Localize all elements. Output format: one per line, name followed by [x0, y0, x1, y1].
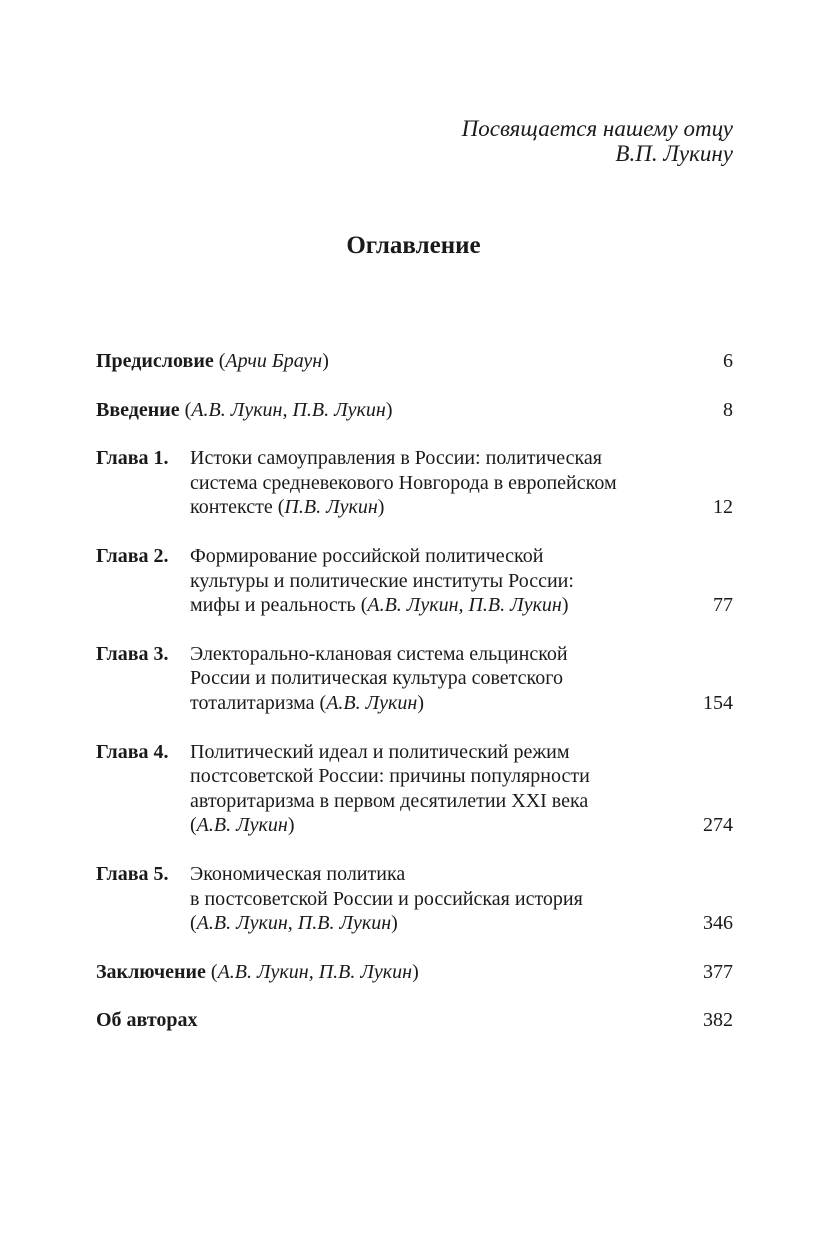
chapter-title: Экономическая политика в постсоветской России и российская история (А.В. Лукин, П.В. Лукин): [190, 862, 733, 936]
toc-entry-label: Заключение: [96, 960, 206, 983]
chapter-title-line: Политический идеал и политический режим: [190, 740, 570, 763]
toc-entry-about-authors[interactable]: [96, 1008, 733, 1033]
chapter-title: Электорально-клановая система ельцинской России и политическая культура советского тоталитаризма (А.В. Лукин): [190, 642, 733, 716]
toc-page-number: 154: [703, 691, 733, 714]
toc-entry-intro[interactable]: Введение (А.В. Лукин, П.В. Лукин) 8: [96, 398, 733, 421]
chapter-title-line: контексте: [190, 496, 273, 519]
chapter-authors: А.В. Лукин: [326, 691, 418, 714]
toc-entry-chapter-2[interactable]: [96, 544, 733, 618]
chapter-title-line: система средневекового Новгорода в европейском: [190, 471, 617, 494]
chapter-title-line: мифы и реальность: [190, 594, 356, 617]
chapter-authors: А.В. Лукин, П.В. Лукин: [367, 594, 562, 617]
chapter-title-line: постсоветской России: причины популярности: [190, 765, 590, 788]
chapter-title-line: в постсоветской России и российская история: [190, 887, 583, 910]
chapter-title: Политический идеал и политический режим постсоветской России: причины популярности авторитаризма в первом десятилетии XXI века (А.В. Лукин): [190, 740, 733, 838]
chapter-label: Глава 3.: [96, 642, 169, 665]
dedication-line-1: Посвящается нашему отцу: [461, 116, 733, 141]
chapter-title-line: Истоки самоуправления в России: политическая: [190, 447, 602, 470]
chapter-title-line: России и политическая культура советского: [190, 667, 563, 690]
toc-entry-conclusion[interactable]: Заключение (А.В. Лукин, П.В. Лукин) 377: [96, 960, 733, 983]
toc-entry-chapter-4[interactable]: [96, 740, 733, 838]
toc-page-number: 12: [713, 496, 733, 519]
chapter-title-line: культуры и политические институты России:: [190, 569, 574, 592]
toc-entry-chapter-3[interactable]: [96, 642, 733, 716]
toc-page-number: 8: [723, 398, 733, 421]
toc-page-number: 382: [703, 1009, 733, 1032]
toc-entry-label: Об авторах: [96, 1009, 198, 1032]
toc-page-number: 6: [723, 350, 733, 372]
chapter-title-line: Экономическая политика: [190, 862, 406, 885]
chapter-title-line: Электорально-клановая система ельцинской: [190, 642, 568, 665]
chapter-authors: А.В. Лукин, П.В. Лукин: [196, 912, 392, 935]
chapter-title-line: авторитаризма в первом десятилетии XXI века: [190, 789, 589, 812]
chapter-authors: П.В. Лукин: [284, 496, 378, 519]
table-of-contents: [96, 349, 733, 1033]
toc-page-number: 274: [703, 814, 733, 837]
toc-entry-authors: А.В. Лукин, П.В. Лукин: [217, 960, 413, 983]
toc-entry-chapter-1[interactable]: [96, 446, 733, 520]
dedication-line-2: В.П. Лукину: [615, 141, 733, 166]
chapter-label: Глава 1.: [96, 447, 169, 470]
toc-page-number: 346: [703, 912, 733, 935]
chapter-title-line: Формирование российской политической: [190, 544, 544, 567]
toc-page-number: 377: [703, 960, 733, 983]
toc-entry-preface[interactable]: Предисловие (Арчи Браун) 6: [96, 350, 733, 372]
toc-entry-authors: Арчи Браун: [225, 350, 323, 372]
toc-entry-label: Предисловие: [96, 350, 214, 372]
toc-entry-chapter-5[interactable]: [96, 862, 733, 936]
toc-entry-authors: А.В. Лукин, П.В. Лукин: [191, 398, 386, 421]
chapter-label: Глава 4.: [96, 740, 169, 763]
chapter-label: Глава 5.: [96, 862, 169, 885]
chapter-authors: А.В. Лукин: [196, 814, 288, 837]
chapter-title: Истоки самоуправления в России: политическая система средневекового Новгорода в европейском контексте (П.В. Лукин): [190, 446, 733, 520]
dedication: [462, 116, 733, 166]
toc-entry-label: Введение: [96, 398, 180, 421]
page-title: Оглавление: [346, 232, 481, 259]
chapter-title: Формирование российской политической культуры и политические институты России: мифы и реальность (А.В. Лукин, П.В. Лукин): [190, 544, 733, 618]
chapter-title-line: тоталитаризма: [190, 691, 315, 714]
toc-page-number: 77: [713, 594, 733, 617]
chapter-label: Глава 2.: [96, 544, 169, 567]
